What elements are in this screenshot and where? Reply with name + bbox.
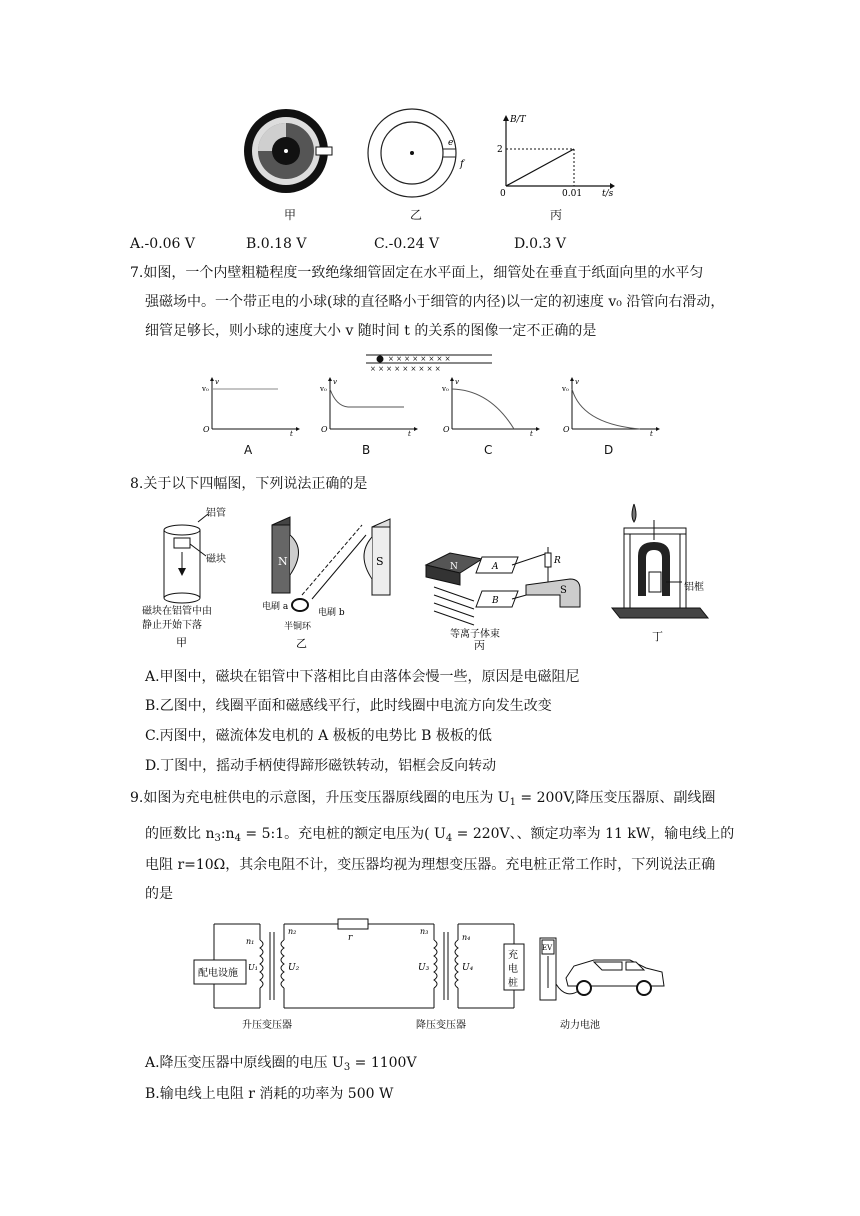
q9-option-a: [145, 1053, 417, 1078]
label-s: S: [376, 555, 384, 568]
q6-caption-bing: 丙: [550, 208, 563, 222]
q9-stem-line3: 电阻 r=10Ω，其余电阻不计，变压器均视为理想变压器。充电桩正常工作时，下列说法正确: [145, 857, 716, 873]
q7-stem-line3: 细管足够长，则小球的速度大小 v 随时间 t 的关系的图像一定不正确的是: [145, 323, 597, 339]
q6-figure-jia: [244, 105, 334, 200]
q7-graph-a: [200, 376, 300, 436]
q9-line2-sub1: 3: [214, 833, 221, 844]
q9-circuit-diagram: [190, 910, 690, 1035]
label-a: A: [492, 562, 499, 572]
v0-label: v₀: [562, 385, 569, 393]
label-ring: 半铜环: [284, 622, 312, 632]
svg-text:× × × × × × × × ×: × × × × × × × × ×: [370, 365, 441, 372]
label-source: 配电设施: [198, 968, 238, 979]
caption-bing: 丙: [474, 639, 485, 650]
graph-ylabel: B/T: [510, 115, 526, 125]
q6-caption-jia: 甲: [284, 208, 297, 222]
t-label: t: [290, 430, 293, 436]
q9-line2-b: :n: [220, 826, 235, 842]
label-tube: 铝管: [206, 508, 226, 519]
q8-stem: 8.关于以下四幅图，下列说法正确的是: [130, 476, 368, 492]
graph-origin: 0: [500, 189, 506, 197]
label-n: N: [278, 555, 288, 568]
label-r: R: [554, 556, 561, 566]
graph-xtick: 0.01: [562, 189, 583, 197]
q9-line2-sub3: 4: [445, 833, 453, 844]
t-label: t: [530, 430, 533, 436]
q9-stem-line4: 的是: [145, 886, 173, 902]
o-label: O: [321, 425, 328, 434]
q7-option-b: B: [362, 443, 371, 457]
label-step-down: 降压变压器: [416, 1020, 466, 1031]
label-n4: n₄: [462, 933, 471, 942]
q8-option-d: D.丁图中，摇动手柄使得蹄形磁铁转动，铝框会反向转动: [145, 758, 497, 774]
t-label: t: [408, 430, 411, 436]
q9-option-a-sub: 3: [343, 1062, 351, 1073]
q8-figure-jia: [140, 500, 252, 650]
label-frame: 铝框: [684, 582, 704, 593]
q7-graph-d: [560, 376, 660, 436]
q8-figure-bing: [420, 545, 590, 650]
svg-text:× × × × × × × ×: × × × × × × × ×: [388, 355, 451, 363]
q9-option-b: B.输电线上电阻 r 消耗的功率为 500 W: [145, 1086, 394, 1102]
label-pile-1: 电: [508, 964, 518, 975]
label-n3: n₃: [420, 927, 429, 936]
label-u4: U₄: [462, 963, 474, 973]
q6-option-d: D.0.3 V: [514, 236, 567, 252]
graph-ytick: 2: [497, 145, 503, 155]
q8-figure-yi: [262, 515, 412, 650]
q8-option-b: B.乙图中，线圈平面和磁感线平行，此时线圈中电流方向发生改变: [145, 698, 552, 714]
q9-option-a-value: = 1100V: [350, 1055, 417, 1071]
q9-line1-a: 9.如图为充电桩供电的示意图，升压变压器原线圈的电压为 U: [130, 790, 510, 806]
label-f: f: [460, 159, 464, 170]
label-desc1: 磁块在铝管中由: [142, 606, 212, 617]
q9-line2-c: = 5:1。充电桩的额定电压为( U: [240, 826, 446, 842]
q8-option-c: C.丙图中，磁流体发电机的 A 极板的电势比 B 极板的低: [145, 728, 492, 744]
q7-stem-line2: 强磁场中。一个带正电的小球(球的直径略小于细管的内径)以一定的初速度 v₀ 沿管向右滑动，: [145, 294, 725, 310]
label-u3: U₃: [418, 963, 430, 973]
v-label: v: [333, 378, 337, 386]
q6-caption-yi: 乙: [410, 208, 423, 222]
label-ev: EV: [542, 944, 553, 952]
label-r: r: [348, 933, 353, 943]
q9-line2-a: 的匝数比 n: [145, 826, 215, 842]
label-u1: U₁: [248, 963, 258, 972]
q6-option-a: A.-0.06 V: [130, 236, 196, 252]
v-label: v: [215, 378, 219, 386]
q7-stem-line1: 7.如图，一个内壁粗糙程度一致绝缘细管固定在水平面上，细管处在垂直于纸面向里的水平匀: [130, 265, 704, 281]
v0-label: v₀: [442, 385, 449, 393]
caption-yi: 乙: [296, 637, 307, 650]
q6-figure-bing: [494, 112, 616, 197]
q9-stem-line2: [145, 824, 734, 849]
label-e: e: [448, 138, 454, 148]
label-brush-a: 电刷 a: [262, 602, 289, 612]
q6-option-c: C.-0.24 V: [374, 236, 440, 252]
o-label: O: [443, 425, 450, 434]
q9-option-a-text: A.降压变压器中原线圈的电压 U: [145, 1055, 344, 1071]
v-label: v: [575, 378, 579, 386]
label-desc2: 静止开始下落: [142, 620, 202, 631]
label-pile-0: 充: [508, 950, 518, 961]
q9-stem-line1: [130, 788, 715, 813]
q8-figure-ding: [604, 500, 714, 650]
label-brush-b: 电刷 b: [318, 608, 345, 618]
label-b: B: [492, 596, 499, 606]
label-battery: 动力电池: [560, 1020, 600, 1031]
label-n1: n₁: [246, 937, 255, 946]
v0-label: v₀: [320, 385, 327, 393]
label-step-up: 升压变压器: [242, 1020, 292, 1031]
q7-option-c: C: [484, 443, 493, 457]
label-pile-2: 桩: [508, 978, 518, 989]
q9-line2-sub2: 4: [234, 833, 241, 844]
caption-ding: 丁: [652, 630, 663, 643]
label-n: N: [450, 562, 458, 572]
q6-figure-yi: [366, 105, 466, 205]
q8-option-a: A.甲图中，磁块在铝管中下落相比自由落体会慢一些，原因是电磁阻尼: [145, 669, 580, 685]
q7-option-a: A: [244, 443, 253, 457]
v0-label: v₀: [202, 385, 209, 393]
o-label: O: [563, 425, 570, 434]
caption-jia: 甲: [176, 636, 187, 649]
q9-line1-sub: 1: [509, 797, 516, 808]
q7-tube-figure: [364, 350, 494, 372]
graph-xlabel: t/s: [602, 189, 614, 197]
o-label: O: [203, 425, 210, 434]
q7-graph-c: [440, 376, 540, 436]
label-n2: n₂: [288, 927, 297, 936]
label-u2: U₂: [288, 963, 300, 973]
label-beam: 等离子体束: [450, 629, 500, 640]
q7-option-d: D: [604, 443, 614, 457]
label-magnet: 磁块: [206, 554, 226, 565]
q6-option-b: B.0.18 V: [246, 236, 307, 252]
q7-graph-b: [318, 376, 418, 436]
label-s: S: [560, 585, 567, 596]
q9-line1-b: = 200V,降压变压器原、副线圈: [515, 790, 716, 806]
t-label: t: [650, 430, 653, 436]
q9-line2-d: = 220V、、额定功率为 11 kW，输电线上的: [452, 826, 735, 842]
v-label: v: [455, 378, 459, 386]
